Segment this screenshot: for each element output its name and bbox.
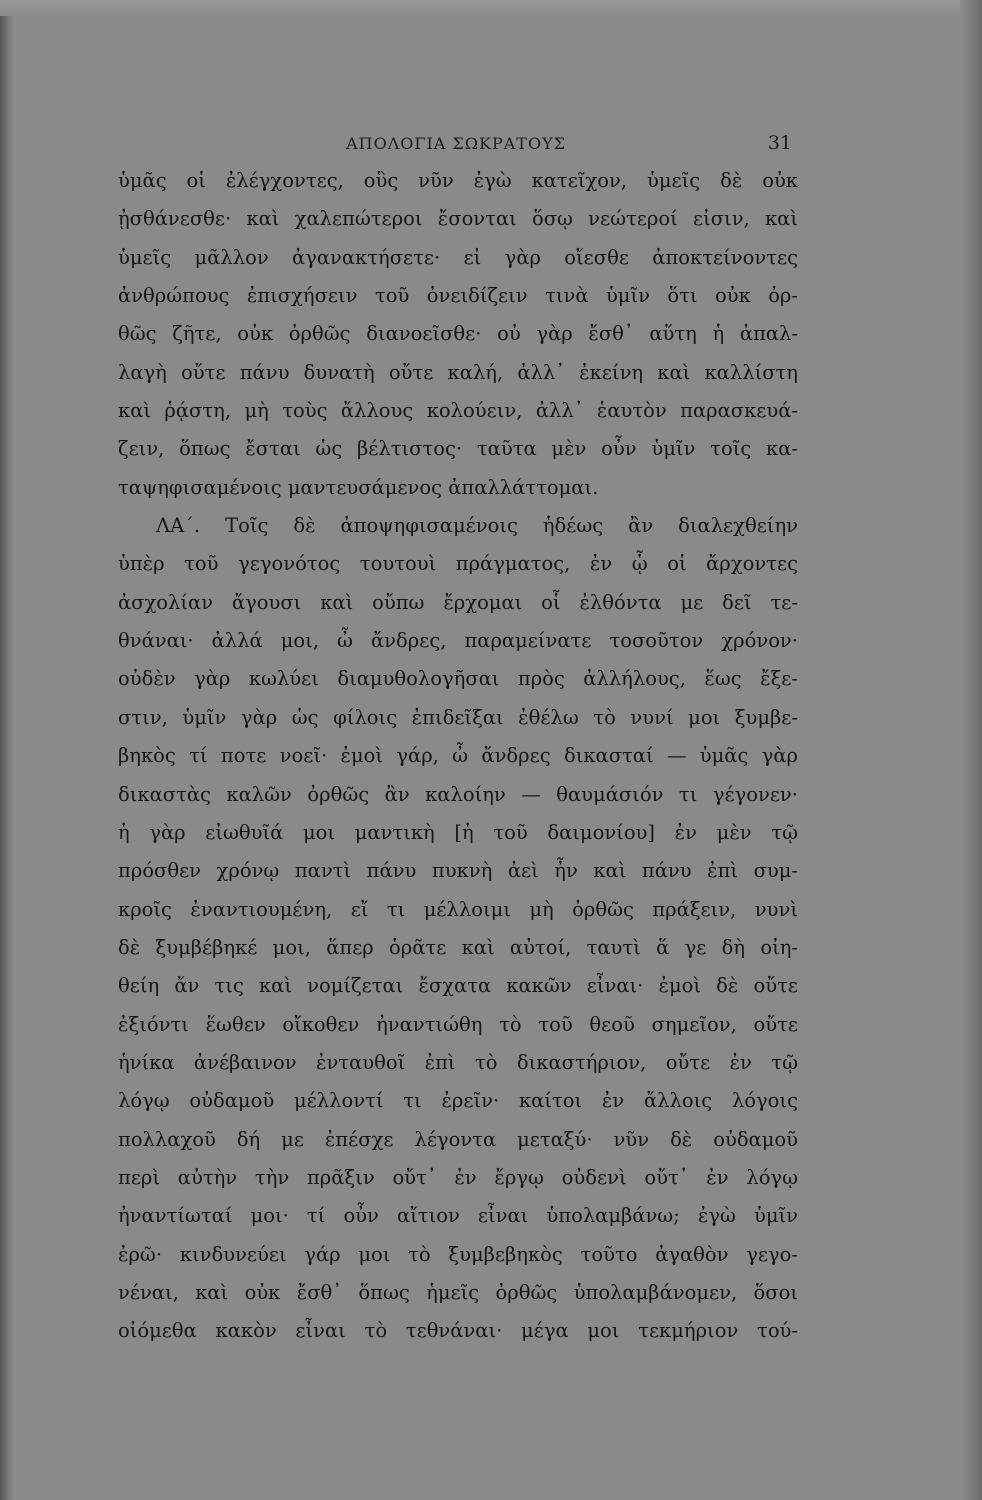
page-number: 31	[767, 132, 792, 154]
text-line: λαγὴ οὔτε πάνυ δυνατὴ οὔτε καλή, ἀλλ᾽ ἐκείνη καὶ καλλίστη	[118, 360, 798, 384]
page-right-edge	[960, 0, 982, 1500]
text-line: ἡ γὰρ εἰωθυῖά μοι μαντικὴ [ἡ τοῦ δαιμονίου] ἐν μὲν τῷ	[118, 820, 798, 844]
running-title: ΑΠΟΛΟΓΙΑ ΣΩΚΡΑΤΟΥΣ	[346, 134, 566, 153]
text-line: θῶς ζῆτε, οὐκ ὀρθῶς διανοεῖσθε· οὐ γὰρ ἔσθ᾽ αὕτη ἡ ἀπαλ-	[118, 322, 798, 346]
text-line: ἐρῶ· κινδυνεύει γάρ μοι τὸ ξυμβεβηκὸς τοῦτο ἀγαθὸν γεγο-	[118, 1242, 798, 1266]
text-line: βηκὸς τί ποτε νοεῖ· ἐμοὶ γάρ, ὦ ἄνδρες δικασταί — ὑμᾶς γὰρ	[118, 744, 798, 768]
section-start-line: ΛΑ´. Τοῖς δὲ ἀποψηφισαμένοις ἡδέως ἂν διαλεχθείην	[156, 514, 798, 538]
text-line: ὑπὲρ τοῦ γεγονότος τουτουὶ πράγματος, ἐν ᾧ οἱ ἄρχοντες	[118, 552, 798, 576]
text-line: δικαστὰς καλῶν ὀρθῶς ἂν καλοίην — θαυμάσιόν τι γέγονεν·	[118, 782, 798, 806]
running-head	[120, 128, 792, 158]
text-line: λόγῳ οὐδαμοῦ μέλλοντί τι ἐρεῖν· καίτοι ἐν ἄλλοις λόγοις	[118, 1089, 798, 1113]
text-line: ἀσχολίαν ἄγουσι καὶ οὔπω ἔρχομαι οἷ ἐλθόντα με δεῖ τε-	[118, 590, 798, 614]
text-line: ἡνίκα ἀνέβαινον ἐνταυθοῖ ἐπὶ τὸ δικαστήριον, οὔτε ἐν τῷ	[118, 1050, 798, 1074]
text-line: θνάναι· ἀλλά μοι, ὦ ἄνδρες, παραμείνατε τοσοῦτον χρόνον·	[118, 629, 798, 653]
text-line: ὑμεῖς μᾶλλον ἀγανακτήσετε· εἰ γὰρ οἴεσθε ἀποκτείνοντες	[118, 245, 798, 269]
text-line: οὐδὲν γὰρ κωλύει διαμυθολογῆσαι πρὸς ἀλλήλους, ἕως ἔξε-	[118, 667, 798, 691]
text-line: στιν, ὑμῖν γὰρ ὡς φίλοις ἐπιδεῖξαι ἐθέλω τὸ νυνί μοι ξυμβε-	[118, 705, 798, 729]
text-line: οἰόμεθα κακὸν εἶναι τὸ τεθνάναι· μέγα μοι τεκμήριον τού-	[118, 1319, 798, 1343]
text-line: κροῖς ἐναντιουμένη, εἴ τι μέλλοιμι μὴ ὀρθῶς πράξειν, νυνὶ	[118, 897, 798, 921]
text-line: ζειν, ὅπως ἔσται ὡς βέλτιστος· ταῦτα μὲν οὖν ὑμῖν τοῖς κα-	[118, 437, 798, 461]
binding-shadow	[0, 0, 14, 1500]
text-line: ὑμᾶς οἱ ἐλέγχοντες, οὓς νῦν ἐγὼ κατεῖχον, ὑμεῖς δὲ οὐκ	[118, 169, 798, 192]
text-line: ᾐσθάνεσθε· καὶ χαλεπώτεροι ἔσονται ὅσῳ νεώτεροί εἰσιν, καὶ	[118, 207, 798, 231]
text-line: ἀνθρώπους ἐπισχήσειν τοῦ ὀνειδίζειν τινὰ ὑμῖν ὅτι οὐκ ὀρ-	[118, 284, 798, 308]
text-line: περὶ αὐτὴν τὴν πρᾶξιν οὔτ᾽ ἐν ἔργῳ οὐδενὶ οὔτ᾽ ἐν λόγῳ	[118, 1165, 798, 1189]
text-line: ἐξιόντι ἕωθεν οἴκοθεν ἠναντιώθη τὸ τοῦ θεοῦ σημεῖον, οὔτε	[118, 1012, 798, 1036]
text-line: ταψηφισαμένοις μαντευσάμενος ἀπαλλάττομαι.	[118, 475, 599, 499]
text-line: καὶ ῥᾴστη, μὴ τοὺς ἄλλους κολούειν, ἀλλ᾽ ἑαυτὸν παρασκευά-	[118, 399, 798, 423]
text-line: πρόσθεν χρόνῳ παντὶ πάνυ πυκνὴ ἀεὶ ἦν καὶ πάνυ ἐπὶ συμ-	[118, 859, 798, 883]
body-text	[118, 162, 798, 1351]
text-line: ἠναντίωταί μοι· τί οὖν αἴτιον εἶναι ὑπολαμβάνω; ἐγὼ ὑμῖν	[118, 1204, 798, 1228]
text-line: πολλαχοῦ δή με ἐπέσχε λέγοντα μεταξύ· νῦν δὲ οὐδαμοῦ	[118, 1127, 798, 1151]
page-top-edge	[0, 0, 982, 16]
text-line: δὲ ξυμβέβηκέ μοι, ἅπερ ὁρᾶτε καὶ αὐτοί, ταυτὶ ἅ γε δὴ οἰη-	[118, 935, 798, 959]
text-line: νέναι, καὶ οὐκ ἔσθ᾽ ὅπως ἡμεῖς ὀρθῶς ὑπολαμβάνομεν, ὅσοι	[118, 1280, 798, 1304]
text-line: θείη ἄν τις καὶ νομίζεται ἔσχατα κακῶν εἶναι· ἐμοὶ δὲ οὔτε	[118, 974, 798, 998]
